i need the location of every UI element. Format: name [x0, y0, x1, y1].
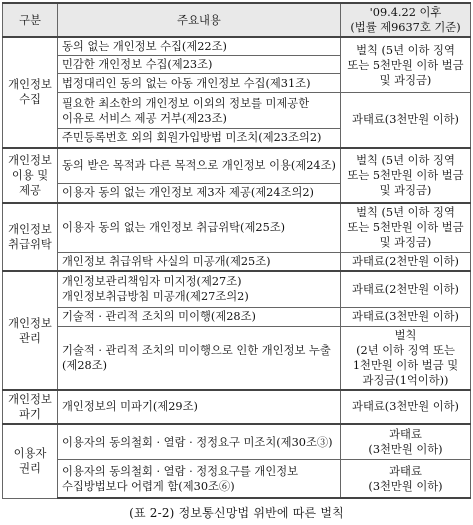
table-caption: (표 2-2) 정보통신망법 위반에 따른 벌칙: [129, 506, 344, 520]
content-cell: 개인정보관리책임자 미지정(제27조) 개인정보취급방침 미공개(제27조의2): [58, 271, 341, 307]
header-category: 구분: [3, 3, 58, 37]
header-content: 주요내용: [58, 3, 341, 37]
header-penalty: [341, 3, 471, 37]
category-cell: 개인정보 이용 및 제공: [3, 148, 58, 203]
content-cell: 개인정보의 미파기(제29조): [58, 390, 341, 424]
content-cell: 이용자 동의 없는 개인정보 제3자 제공(제24조의2): [58, 184, 341, 203]
table-row: [3, 307, 471, 326]
table-row: [3, 203, 471, 253]
penalty-table-container: [2, 2, 470, 499]
content-cell: 동의 받은 목적과 다른 목적으로 개인정보 이용(제24조): [58, 148, 341, 184]
table-body: [3, 37, 471, 498]
category-cell: 개인정보 관리: [3, 271, 58, 390]
header-penalty-date: '09.4.22 이후: [369, 6, 442, 19]
content-cell: 개인정보 취급위탁 사실의 미공개(제25조): [58, 253, 341, 272]
content-cell: 이용자의 동의철회 · 열람 · 정정요구 미조치(제30조③): [58, 424, 341, 460]
table-row: [3, 148, 471, 184]
content-cell: 기술적 · 관리적 조치의 미이행으로 인한 개인정보 누출(제28조): [58, 326, 341, 390]
content-cell: 이용자 동의 없는 개인정보 취급위탁(제25조): [58, 203, 341, 253]
penalty-cell: 과태료(3천만원 이하): [341, 307, 471, 326]
penalty-cell: 벌칙 (5년 이하 징역 또는 5천만원 이하 벌금 및 과징금): [341, 37, 471, 93]
table-row: [3, 326, 471, 390]
table-row: [3, 390, 471, 424]
category-cell: 개인정보 파기: [3, 390, 58, 424]
category-cell: 이용자 권리: [3, 424, 58, 498]
table-row: [3, 460, 471, 498]
penalty-cell: 과태료 (3천만원 이하): [341, 424, 471, 460]
content-cell: 법정대리인 동의 없는 아동 개인정보 수집(제31조): [58, 74, 341, 93]
table-row: [3, 93, 471, 129]
penalty-cell: 과태료(3천만원 이하): [341, 390, 471, 424]
penalty-cell: 과태료(2천만원 이하): [341, 271, 471, 307]
category-cell: 개인정보 취급위탁: [3, 203, 58, 272]
content-cell: 이용자의 동의철회 · 열람 · 정정요구를 개인정보 수집방법보다 어렵게 함(제30조⑥): [58, 460, 341, 498]
header-penalty-law: (법률 제9637호 기준): [350, 21, 461, 34]
penalty-cell: 벌칙 (5년 이하 징역 또는 5천만원 이하 벌금 및 과징금): [341, 203, 471, 253]
table-row: [3, 424, 471, 460]
table-row: [3, 253, 471, 272]
penalty-table: [2, 2, 471, 499]
content-cell: 기술적 · 관리적 조치의 미이행(제28조): [58, 307, 341, 326]
table-row: [3, 271, 471, 307]
content-cell: 민감한 개인정보 수집(제23조): [58, 56, 341, 74]
table-header-row: [3, 3, 471, 37]
category-cell: 개인정보 수집: [3, 37, 58, 148]
content-cell: 필요한 최소한의 개인정보 이외의 정보를 미제공한 이유로 서비스 제공 거부(제23조): [58, 93, 341, 129]
penalty-cell: 과태료(3천만원 이하): [341, 93, 471, 148]
penalty-cell: 과태료(2천만원 이하): [341, 253, 471, 272]
content-cell: 주민등록번호 외의 회원가입방법 미조치(제23조의2): [58, 129, 341, 148]
penalty-cell: 벌칙 (2년 이하 징역 또는 1천만원 이하 벌금 및 과징금(1억이하)): [341, 326, 471, 390]
penalty-cell: 벌칙 (5년 이하 징역 또는 5천만원 이하 벌금 및 과징금): [341, 148, 471, 203]
penalty-cell: 과태료 (3천만원 이하): [341, 460, 471, 498]
content-cell: 동의 없는 개인정보 수집(제22조): [58, 37, 341, 56]
table-row: [3, 37, 471, 56]
